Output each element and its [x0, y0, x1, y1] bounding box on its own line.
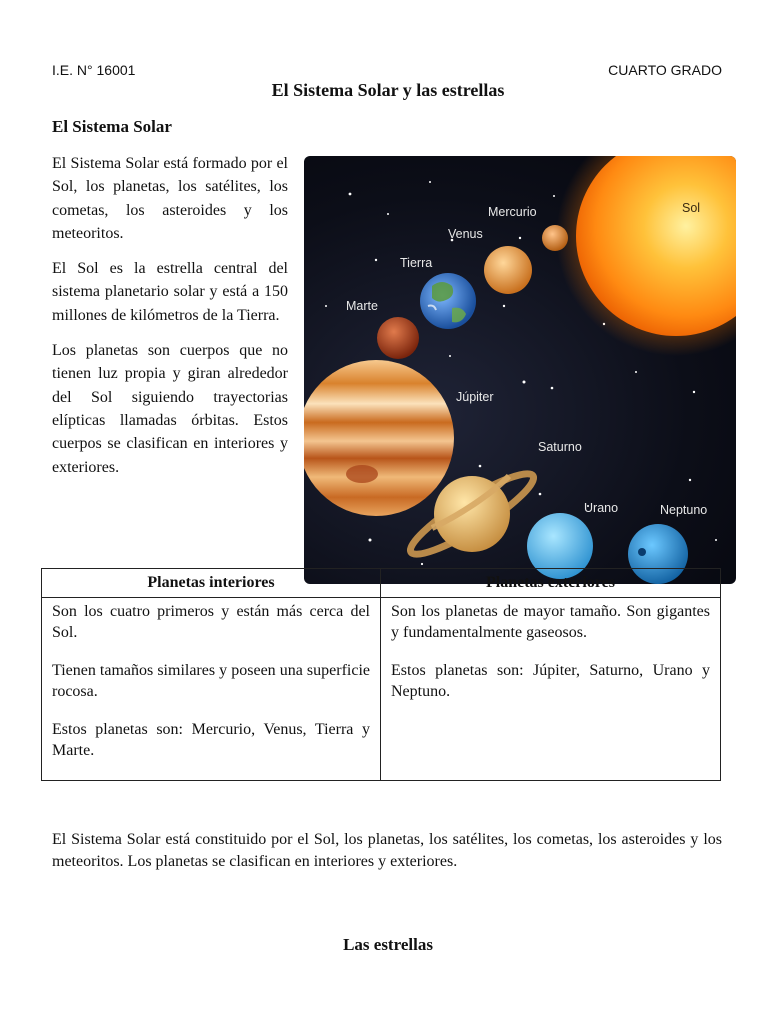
paragraph-sun: El Sol es la estrella central del sistema planetario solar y está a 150 millones de kilómetros de la Tierra.	[52, 260, 288, 324]
label-saturno: Saturno	[538, 440, 582, 454]
label-marte: Marte	[346, 299, 378, 313]
planet-mars	[377, 317, 419, 359]
summary-paragraph: El Sistema Solar está constituido por el Sol, los planetas, los satélites, los cometas, los asteroides y los meteoritos. Los planetas se clasifican en interiores y exteriores.	[52, 831, 722, 870]
planet-jupiter	[304, 360, 454, 516]
section-title: El Sistema Solar	[52, 117, 172, 136]
intro-paragraphs	[52, 152, 288, 491]
label-neptuno: Neptuno	[660, 503, 708, 517]
planet-venus	[484, 246, 532, 294]
label-venus: Venus	[448, 227, 483, 241]
solar-system-image	[304, 156, 736, 584]
exterior-text-2: Estos planetas son: Júpiter, Saturno, Urano y Neptuno.	[391, 662, 710, 700]
header-interior-planets: Planetas interiores	[42, 569, 381, 598]
interior-text-1: Son los cuatro primeros y están más cerca del Sol.	[52, 603, 370, 641]
grade-label: CUARTO GRADO	[608, 62, 722, 78]
planets-table	[41, 568, 721, 781]
label-mercurio: Mercurio	[488, 205, 537, 219]
interior-text-3: Estos planetas son: Mercurio, Venus, Tierra y Marte.	[52, 721, 370, 759]
school-name: I.E. N° 16001	[52, 62, 136, 78]
planet-earth	[420, 273, 476, 329]
label-tierra: Tierra	[400, 256, 433, 270]
label-sol: Sol	[682, 201, 701, 215]
paragraph-composition: El Sistema Solar está formado por el Sol, los planetas, los satélites, los cometas, los asteroides y los meteoritos.	[52, 155, 288, 242]
paragraph-planets: Los planetas son cuerpos que no tienen luz propia y giran alrededor del Sol siguiendo trayectorias elípticas llamadas órbitas. Estos cuerpos se clasifican en interiores y exteriores.	[52, 342, 288, 476]
exterior-planets-cell	[381, 598, 721, 781]
header-exterior-planets: Planetas exteriores	[381, 569, 721, 598]
interior-planets-cell	[42, 598, 381, 781]
planet-mercury	[542, 225, 568, 251]
interior-text-2: Tienen tamaños similares y poseen una superficie rocosa.	[52, 662, 370, 700]
label-jupiter: Júpiter	[456, 390, 494, 404]
page-title: El Sistema Solar y las estrellas	[271, 80, 505, 100]
exterior-text-1: Son los planetas de mayor tamaño. Son gigantes y fundamentalmente gaseosos.	[391, 603, 710, 641]
label-urano: Urano	[584, 501, 619, 515]
stars-section-title: Las estrellas	[343, 935, 433, 954]
